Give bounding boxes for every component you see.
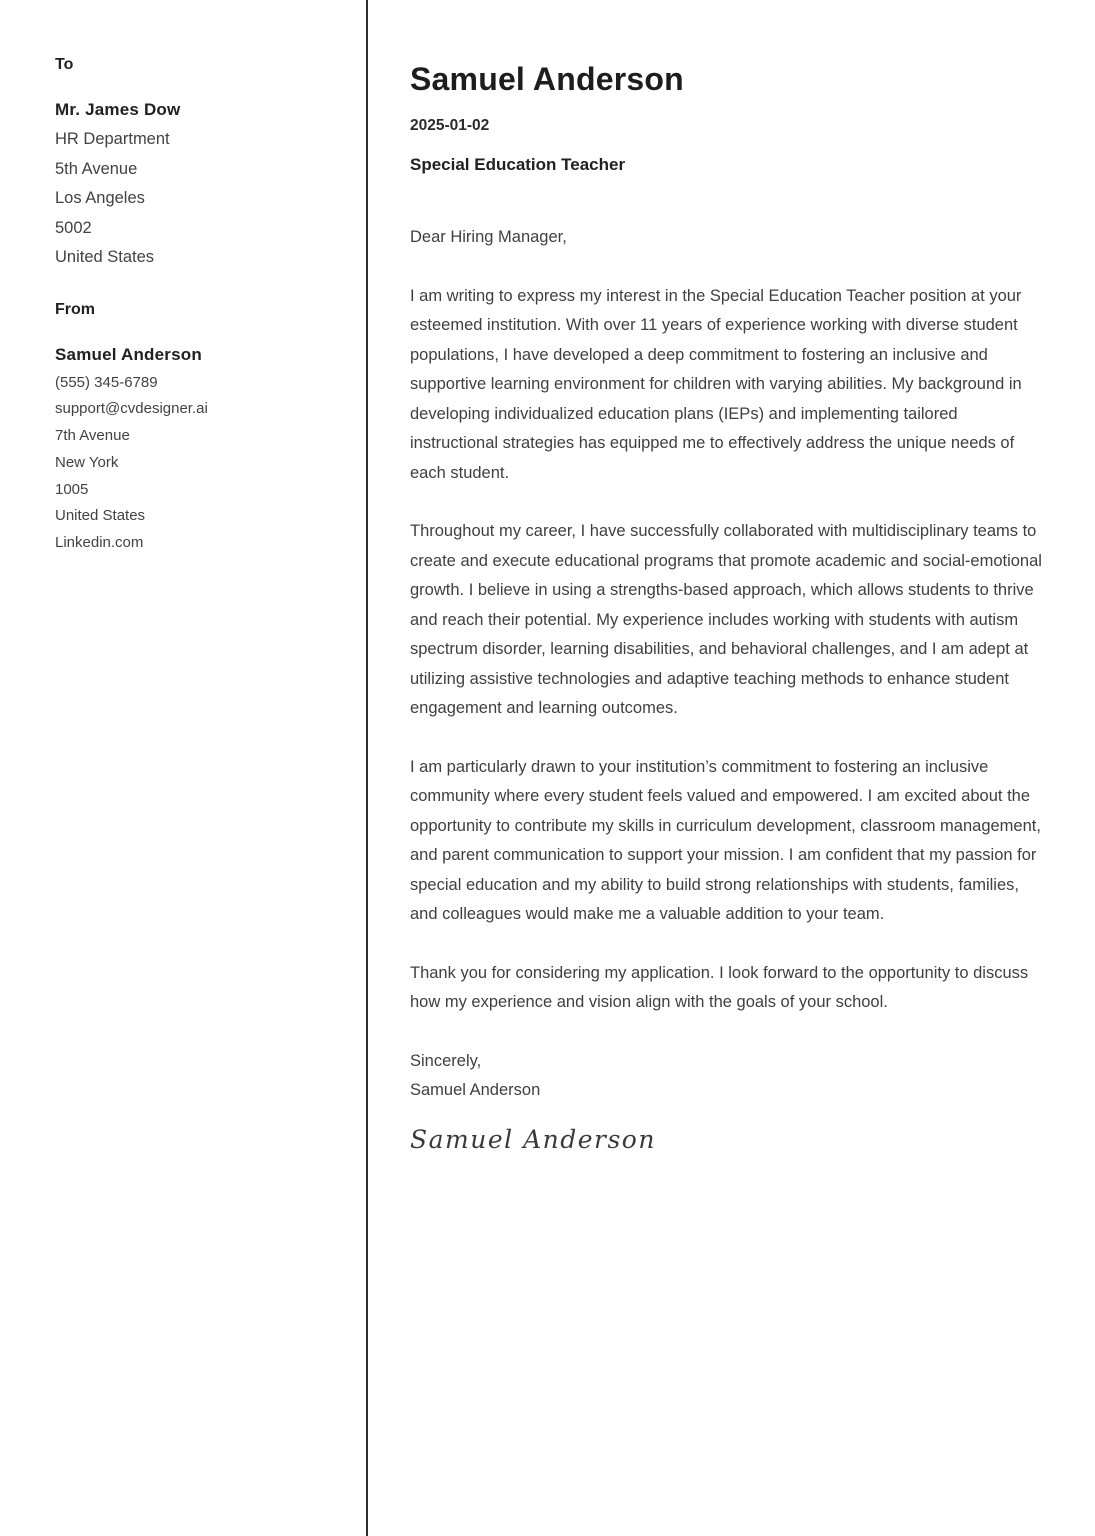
letter-paragraph-4: Thank you for considering my application. I look forward to the opportunity to discuss how my experience and vision align with the goals of your school. bbox=[410, 963, 1029, 1011]
recipient-city: Los Angeles bbox=[55, 189, 145, 207]
closing-block bbox=[410, 1047, 1044, 1106]
sender-city: New York bbox=[55, 453, 119, 471]
sender-phone: (555) 345-6789 bbox=[55, 373, 158, 391]
closing-name: Samuel Anderson bbox=[410, 1081, 541, 1099]
recipient-label: To bbox=[55, 56, 74, 73]
closing-word: Sincerely, bbox=[410, 1051, 482, 1070]
sender-linkedin: Linkedin.com bbox=[55, 534, 144, 552]
address-sidebar bbox=[55, 56, 350, 557]
sender-label: From bbox=[55, 300, 95, 318]
salutation: Dear Hiring Manager, bbox=[410, 228, 567, 246]
letter-paragraph-2: Throughout my career, I have successfully collaborated with multidisciplinary teams to create and execute educational programs that promote academic and social-emotional growth. I believe in using a strengths-based approach, which allows students to thrive and reach their potential. My experience includes working with students with autism spectrum disorder, learning disabilities, and behavioral challenges, and I am adept at utilizing assistive technologies and adaptive teaching methods to enhance student engagement and learning outcomes. bbox=[410, 522, 1042, 717]
recipient-name: Mr. James Dow bbox=[55, 100, 181, 119]
recipient-postal-code: 5002 bbox=[55, 218, 92, 237]
sender-street: 7th Avenue bbox=[55, 427, 130, 445]
recipient-country: United States bbox=[55, 248, 155, 266]
letter-body-column bbox=[410, 58, 1044, 1154]
sender-block bbox=[55, 301, 350, 558]
job-title-heading: Special Education Teacher bbox=[410, 155, 626, 174]
recipient-street: 5th Avenue bbox=[55, 159, 138, 178]
recipient-block bbox=[55, 56, 350, 273]
letter-paragraph-3: I am particularly drawn to your institution’s commitment to fostering an inclusive community where every student feels valued and empowered. I am excited about the opportunity to contribute my skills in curriculum development, classroom management, and parent communication to support your mission. I am confident that my passion for special education and my ability to build strong relationships with students, families, and colleagues would make me a valuable addition to your team. bbox=[410, 757, 1041, 923]
applicant-name-heading: Samuel Anderson bbox=[410, 61, 684, 97]
handwritten-signature: Samuel Anderson bbox=[410, 1124, 656, 1154]
sender-country: United States bbox=[55, 507, 146, 525]
vertical-divider bbox=[366, 0, 368, 1536]
sender-name: Samuel Anderson bbox=[55, 344, 202, 364]
letter-date: 2025-01-02 bbox=[410, 117, 490, 134]
letter-paragraph-1: I am writing to express my interest in the Special Education Teacher position at your esteemed institution. With over 11 years of experience working with diverse student populations, I have developed a deep commitment to fostering an inclusive and supportive learning environment for children with varying abilities. My background in developing individualized education plans (IEPs) and implementing tailored instructional strategies has equipped me to effectively address the unique needs of each student. bbox=[410, 286, 1022, 482]
sender-postal-code: 1005 bbox=[55, 480, 89, 498]
sender-email: support@cvdesigner.ai bbox=[55, 400, 208, 418]
recipient-department: HR Department bbox=[55, 130, 170, 148]
